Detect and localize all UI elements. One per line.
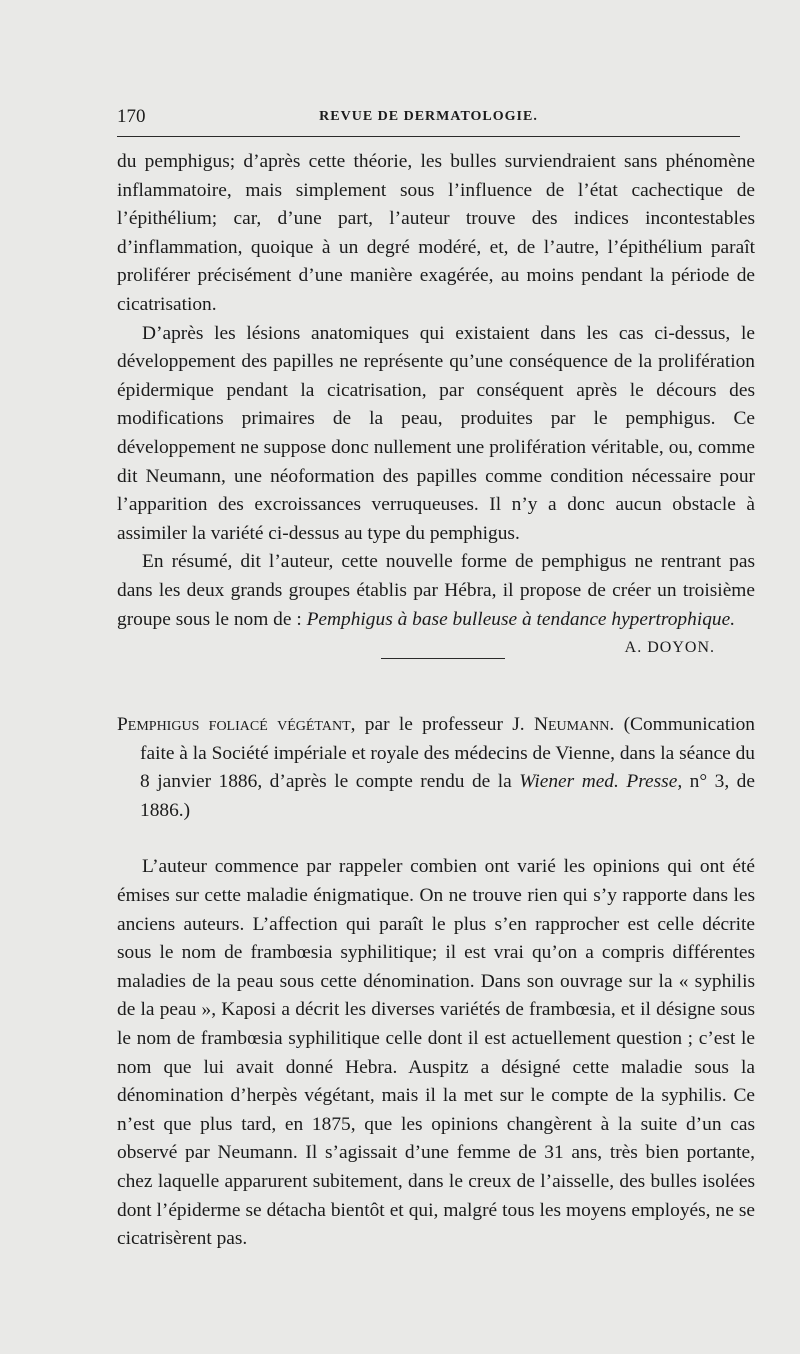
source-lead: (Communication faite à la Société impériale et royale des médecins de Vienne, dans la séance du 8 janvier 1886, d’après le compte rendu de la [140, 714, 756, 793]
header-rule [117, 136, 740, 137]
author-name: J. Neumann. [512, 714, 615, 736]
author-prefix: par le professeur [364, 714, 513, 736]
proposed-name: Pemphigus à base bulleuse à tendance hypertrophique. [306, 608, 736, 630]
page-body [117, 148, 755, 1254]
article-title: Pemphigus foliacé végétant, [117, 714, 356, 736]
paragraph: D’après les lésions anatomiques qui existaient dans les cas ci-dessus, le développement des papilles ne représente qu’une conséquence de la prolifération épidermique pendant la cicatrisation, par conséquent après le décours des modifications primaires de la peau, produites par le pemphigus. Ce développement ne suppose donc nullement une prolifération véritable, ou, comme dit Neumann, une néoformation des papilles comme condition nécessaire pour l’apparition des excroissances verruqueuses. Il n’y a donc aucun obstacle à assimiler la variété ci-dessus au type du pemphigus. [117, 322, 755, 544]
conclusion-text: En résumé, dit l’auteur, cette nouvelle forme de pemphigus ne rentrant pas dans les deux grands groupes établis par Hébra, il propose de créer un troisième groupe sous le nom de : [117, 551, 755, 630]
section-separator [381, 658, 505, 659]
journal-name: Wiener med. Presse, [519, 771, 683, 793]
paragraph: L’auteur commence par rappeler combien ont varié les opinions qui ont été émises sur cette maladie énigmatique. On ne trouve rien qui s’y rapporte dans les anciens auteurs. L’affection qui paraît le plus s’en rapprocher est celle décrite sous le nom de frambœsia syphilitique; il est vrai qu’on a compris différentes maladies de la peau sous cette dénomination. Dans son ouvrage sur la « syphilis de la peau », Kaposi a décrit les diverses variétés de frambœsia, et il désigne sous le nom de frambœsia syphilitique celle dont il est actuellement question ; c’est le nom que lui avait donné Hebra. Auspitz a désigné cette maladie sous la dénomination d’herpès végétant, mais il la met sur le compte de la syphilis. Ce n’est que plus tard, en 1875, que les opinions changèrent à la suite d’un cas observé par Neumann. Il s’agissait d’une femme de 31 ans, très bien portante, chez laquelle apparurent subitement, dans le creux de l’aisselle, des bulles isolées dont l’épiderme se détacha bientôt et qui, malgré tous les moyens employés, ne se cicatrisèrent pas. [117, 856, 755, 1250]
running-title: REVUE DE DERMATOLOGIE. [319, 109, 538, 124]
article-heading [117, 711, 755, 825]
source-tail: n° 3, de 1886.) [140, 771, 755, 821]
paragraph-conclusion [117, 548, 755, 657]
page-header [117, 106, 740, 132]
signature: A. DOYON. [624, 639, 715, 657]
paragraph-continuation: du pemphigus; d’après cette théorie, les bulles surviendraient sans phénomène inflammatoire, mais simplement sous l’influence de l’état cachectique de l’épithélium; car, d’une part, l’auteur trouve des indices incontestables d’inflammation, quoique à un degré modéré, et, de l’autre, l’épithélium paraît proliférer précisément d’une manière exagérée, au moins pendant la période de cicatrisation. [117, 151, 755, 315]
page-number: 170 [117, 106, 146, 127]
